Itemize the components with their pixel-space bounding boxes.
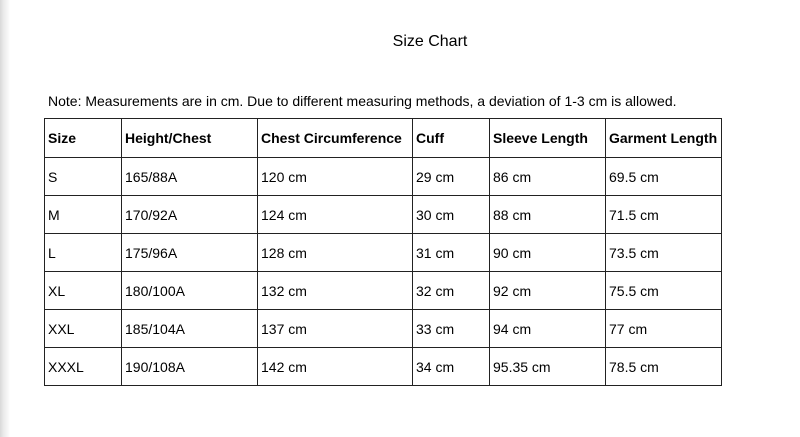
cell-height-chest: 180/100A [122,272,258,310]
cell-chest-circumference: 137 cm [258,310,413,348]
cell-sleeve-length: 92 cm [490,272,606,310]
cell-cuff: 33 cm [413,310,490,348]
cell-chest-circumference: 132 cm [258,272,413,310]
cell-height-chest: 185/104A [122,310,258,348]
header-garment-length: Garment Length [606,119,722,158]
header-cuff: Cuff [413,119,490,158]
cell-height-chest: 175/96A [122,234,258,272]
measurement-note: Note: Measurements are in cm. Due to different measuring methods, a deviation of 1-3 cm is allowed. [48,93,677,109]
cell-size: XXL [45,310,122,348]
cell-garment-length: 69.5 cm [606,158,722,196]
cell-cuff: 30 cm [413,196,490,234]
table-row [45,348,722,386]
cell-sleeve-length: 86 cm [490,158,606,196]
table-row [45,158,722,196]
cell-sleeve-length: 95.35 cm [490,348,606,386]
cell-sleeve-length: 94 cm [490,310,606,348]
cell-cuff: 31 cm [413,234,490,272]
cell-cuff: 29 cm [413,158,490,196]
cell-chest-circumference: 128 cm [258,234,413,272]
cell-chest-circumference: 124 cm [258,196,413,234]
cell-garment-length: 75.5 cm [606,272,722,310]
table-header-row [45,119,722,158]
header-chest-circumference: Chest Circumference [258,119,413,158]
cell-height-chest: 165/88A [122,158,258,196]
page-edge-shadow [0,0,10,437]
cell-size: XL [45,272,122,310]
cell-size: S [45,158,122,196]
table-row [45,196,722,234]
cell-chest-circumference: 142 cm [258,348,413,386]
cell-height-chest: 190/108A [122,348,258,386]
header-sleeve-length: Sleeve Length [490,119,606,158]
cell-sleeve-length: 90 cm [490,234,606,272]
cell-height-chest: 170/92A [122,196,258,234]
page-title: Size Chart [392,33,468,50]
cell-size: L [45,234,122,272]
cell-cuff: 32 cm [413,272,490,310]
cell-garment-length: 77 cm [606,310,722,348]
cell-sleeve-length: 88 cm [490,196,606,234]
cell-garment-length: 78.5 cm [606,348,722,386]
table-row [45,272,722,310]
table-row [45,234,722,272]
cell-size: XXXL [45,348,122,386]
header-height-chest: Height/Chest [122,119,258,158]
cell-cuff: 34 cm [413,348,490,386]
size-chart-table [44,118,722,386]
cell-size: M [45,196,122,234]
cell-garment-length: 73.5 cm [606,234,722,272]
cell-chest-circumference: 120 cm [258,158,413,196]
cell-garment-length: 71.5 cm [606,196,722,234]
table-row [45,310,722,348]
header-size: Size [45,119,122,158]
